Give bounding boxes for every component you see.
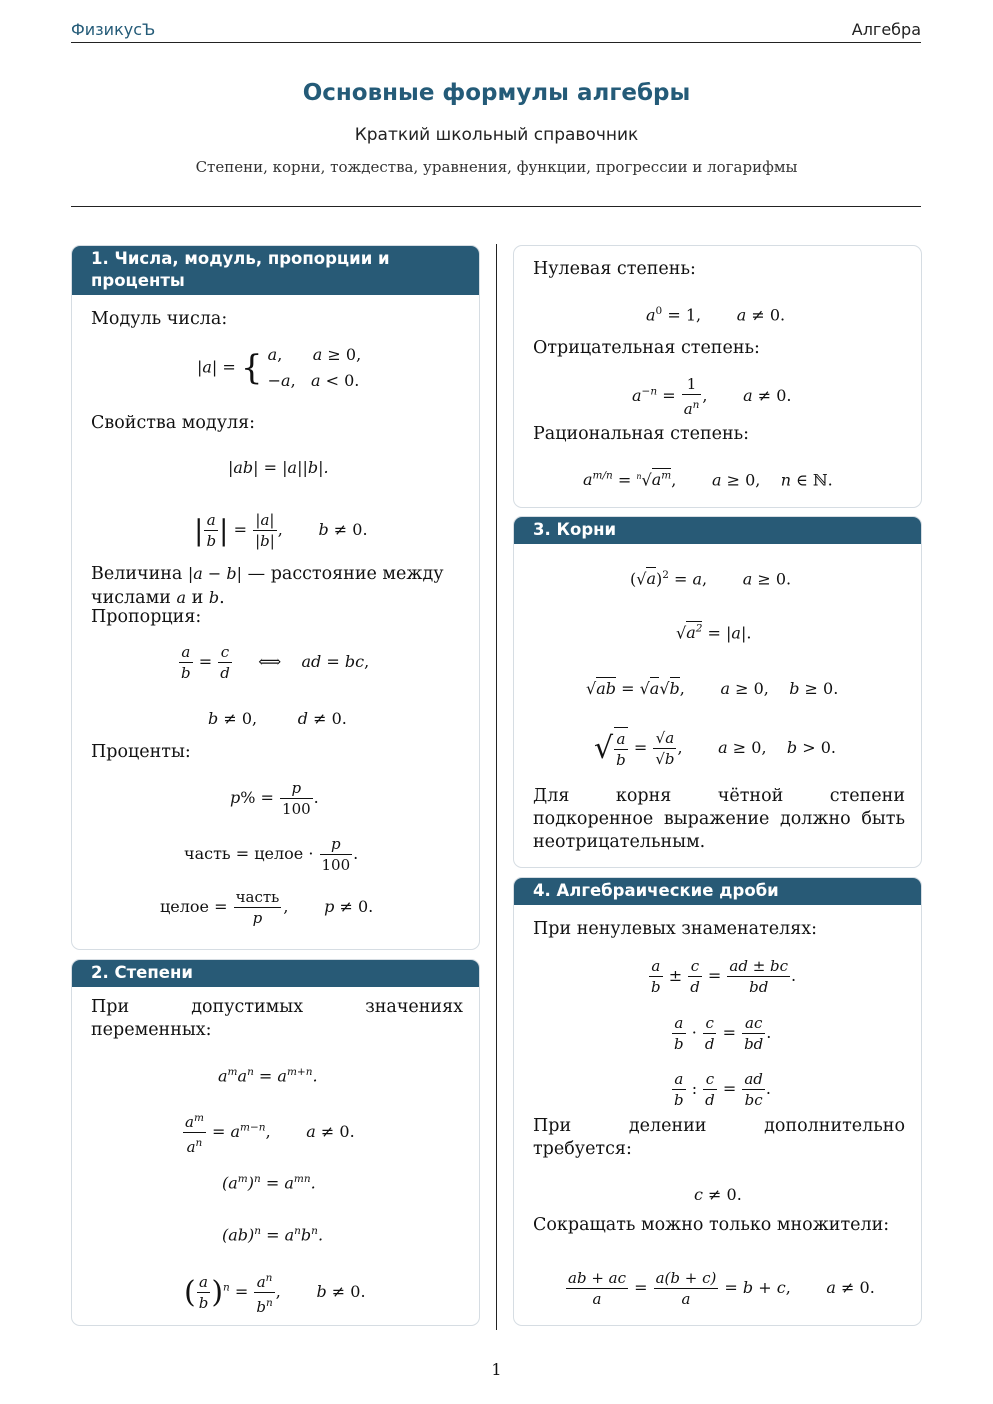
running-header xyxy=(71,20,921,43)
powers-intro: При допустимых значениях переменных: xyxy=(91,997,463,1040)
formula-power-of-power: $(a^m)^n = a^{mn}$. xyxy=(222,1173,316,1193)
formula-part: часть = целое · $\frac{p}{100}$ . xyxy=(184,835,359,874)
part-word-2: часть xyxy=(235,888,280,906)
formula-power-of-quotient: ( $\frac{a}{b}$ )$^n$ = $\frac{a^n}{b^n}$ , b ≠ 0. xyxy=(184,1268,366,1317)
formula-root-squared: $(√a)^2 = a$, a ≥ 0. xyxy=(630,569,792,589)
section-numbers xyxy=(71,245,480,950)
section-powers xyxy=(71,959,480,1326)
page-tagline: Степени, корни, тождества, уравнения, функции, прогрессии и логарифмы xyxy=(195,158,798,176)
formula-root-of-square: $√a^2 = |a|$. xyxy=(676,623,752,643)
formula-reduce: $\frac{ab + ac}{a}$ = $\frac{a(b + c)}{a}$ = b + c, a ≠ 0. xyxy=(568,1269,875,1308)
page-subtitle: Краткий школьный справочник xyxy=(354,125,639,145)
distance-text-start: Величина xyxy=(91,564,183,584)
formula-product-powers: $a^ma^n = a^{m+n}$. xyxy=(218,1066,318,1086)
formula-fraction-sum: $\frac{a}{b}$ ± $\frac{c}{d}$ = $\frac{ad \pm bc}{bd}$ . xyxy=(651,957,797,996)
formula-abs-quotient: | $\frac{a}{b}$ | = $\frac{|a|}{|b|}$ , b ≠ 0. xyxy=(194,511,368,550)
modulus-label: Модуль числа: xyxy=(91,309,228,329)
formula-proportion-cond: b ≠ 0, d ≠ 0. xyxy=(208,709,347,728)
modulus-props-label: Свойства модуля: xyxy=(91,413,256,433)
page-number: 1 xyxy=(491,1360,502,1379)
zero-power-label: Нулевая степень: xyxy=(533,259,696,279)
percents-label: Проценты: xyxy=(91,742,191,762)
formula-root-product: √ab = √a√b, a ≥ 0, b ≥ 0. xyxy=(586,679,839,698)
header-section: Алгебра xyxy=(851,20,921,39)
section-powers-continued xyxy=(513,245,922,508)
modulus-formula: |a| = { a, a ≥ 0, −a, a < 0. xyxy=(197,345,362,390)
division-note: При делении дополнительно требуется: xyxy=(533,1116,905,1159)
formula-negative-power: $a^{-n}$ = $\frac{1}{a^n}$ , a ≠ 0. xyxy=(632,375,792,418)
distance-text: Величина |a − b| — расстояние между числами a и b. xyxy=(91,564,444,608)
section-heading: 2. Степени xyxy=(72,960,479,987)
section-fractions xyxy=(513,877,922,1326)
proportion-label: Пропорция: xyxy=(91,607,202,627)
section-roots xyxy=(513,516,922,868)
formula-root-quotient: √ $\frac{a}{b}$ = $\frac{√a}{√b}$ , a ≥ 0, b > 0. xyxy=(594,729,836,769)
reduce-note: Сокращать можно только множители: xyxy=(533,1215,890,1235)
formula-whole: целое = $\frac{\text{часть}}{p}$ , p ≠ 0. xyxy=(160,888,374,927)
formula-fraction-quotient: $\frac{a}{b}$ : $\frac{c}{d}$ = $\frac{ad}{bc}$ . xyxy=(674,1070,771,1109)
page-title: Основные формулы алгебры xyxy=(302,80,691,106)
formula-zero-power: $a^0 = 1$, a ≠ 0. xyxy=(646,305,786,325)
formula-quotient-powers: $\frac{a^m}{a^n}$ = $a^{m-n}$, a ≠ 0. xyxy=(182,1108,355,1157)
formula-division-cond: c ≠ 0. xyxy=(694,1185,742,1204)
formula-power-of-product: $(ab)^n = a^nb^n$. xyxy=(222,1225,324,1245)
column-divider xyxy=(496,244,497,1330)
header-brand: ФизикусЪ xyxy=(71,20,156,39)
part-word: часть xyxy=(184,844,231,863)
distance-text-and: и xyxy=(191,588,204,608)
formula-rational-power: $a^{m/n} = ^n√a^m$, a ≥ 0, n ∈ ℕ. xyxy=(583,470,833,490)
negative-power-label: Отрицательная степень: xyxy=(533,338,760,358)
section-heading: 3. Корни xyxy=(514,517,921,544)
distance-text-end: — расстояние между числами xyxy=(91,564,444,608)
formula-abs-product: |ab| = |a||b|. xyxy=(228,458,329,477)
roots-note: Для корня чётной степени подкоренное выражение должно быть неотрицательным. xyxy=(533,786,905,852)
formula-percent: p% = $\frac{p}{100}$ . xyxy=(230,779,319,818)
formula-fraction-product: $\frac{a}{b}$ · $\frac{c}{d}$ = $\frac{ac}{bd}$ . xyxy=(674,1014,772,1053)
section-heading: 1. Числа, модуль, пропорции и проценты xyxy=(72,246,479,295)
title-divider xyxy=(71,206,921,207)
whole-word: целое xyxy=(254,844,304,863)
rational-power-label: Рациональная степень: xyxy=(533,424,750,444)
whole-word-2: целое xyxy=(160,897,210,916)
section-heading: 4. Алгебраические дроби xyxy=(514,878,921,905)
fractions-intro: При ненулевых знаменателях: xyxy=(533,919,818,939)
formula-proportion: $\frac{a}{b}$ = $\frac{c}{d}$ ⟺ ad = bc, xyxy=(181,643,370,682)
